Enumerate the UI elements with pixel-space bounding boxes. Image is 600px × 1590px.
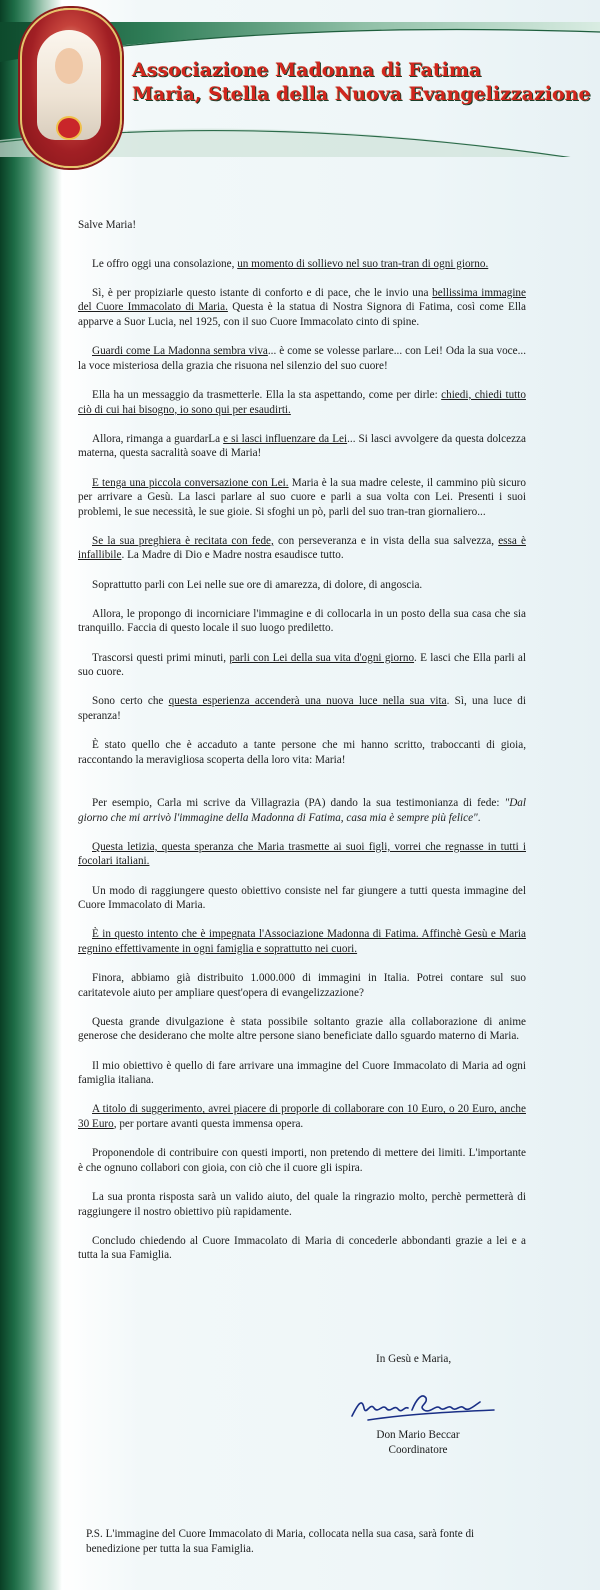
p11-underlined: questa esperienza accenderà una nuova luce nella sua vita — [168, 695, 447, 708]
postscript: P.S. L'immagine del Cuore Immacolato di Maria, collocata nella sua casa, sarà fonte di benedizione per tutta la sua Famiglia. — [86, 1528, 475, 1555]
header-title — [132, 58, 591, 106]
p5-text-end: ... Si lasci avvolgere da questa dolcezza materna, questa sacralità soave di Maria! — [78, 432, 526, 460]
p6-underlined: E tenga una piccola conversazione con Lei. — [92, 476, 289, 489]
paragraph-16 — [78, 927, 526, 956]
paragraph-14 — [78, 840, 526, 869]
paragraph-3 — [78, 344, 526, 373]
p5-underlined: e si lasci influenzare da Lei — [223, 432, 348, 445]
p20-text: , per portare avanti questa immensa opera. — [113, 1118, 304, 1131]
paragraph-7 — [78, 534, 526, 563]
paragraph-4 — [78, 388, 526, 417]
paragraph-13 — [78, 796, 526, 825]
paragraph-15: Un modo di raggiungere questo obiettivo consiste nel far giungere a tutti questa immagine del Cuore Immacolato di Maria. — [78, 884, 526, 912]
p7-text-end: . La Madre di Dio e Madre nostra esaudisce tutto. — [121, 549, 344, 562]
p13-text-end: . — [477, 811, 481, 824]
paragraph-22: La sua pronta risposta sarà un valido aiuto, del quale la ringrazio molto, perchè permetterà di raggiungere il nostro obiettivo più rapidamente. — [78, 1191, 526, 1218]
header-title-line1: Associazione Madonna di Fatima — [132, 59, 482, 81]
p4-text: Ella ha un messaggio da trasmetterle. Ella la sta aspettando, come per dirle: — [92, 388, 442, 401]
p10-underlined: parli con Lei della sua vita d'ogni giorno — [229, 651, 415, 664]
p11-text-end: . Sì, una luce di speranza! — [78, 695, 527, 722]
paragraph-17: Finora, abbiamo già distribuito 1.000.000 di immagini in Italia. Potrei contare sul suo caritatevole aiuto per ampliare quest'opera di evangelizzazione? — [78, 972, 526, 999]
p10-text: Trascorsi questi primi minuti, — [92, 651, 230, 664]
p5-text: Allora, rimanga a guardarLa — [92, 432, 224, 445]
paragraph-5 — [78, 432, 526, 461]
p13-text: Per esempio, Carla mi scrive da Villagrazia (PA) dando la sua testimonianza di fede: — [92, 796, 505, 809]
signer-block — [370, 1428, 466, 1457]
header-title-line2: Maria, Stella della Nuova Evangelizzazione — [132, 83, 591, 105]
paragraph-20 — [78, 1102, 526, 1131]
signer-name: Don Mario Beccar — [376, 1429, 460, 1441]
paragraph-12: È stato quello che è accaduto a tante persone che mi hanno scritto, traboccanti di gioia, raccontando la meravigliosa scoperta della loro vita: Maria! — [78, 739, 526, 766]
paragraph-6 — [78, 476, 526, 520]
paragraph-11 — [78, 694, 526, 723]
paragraph-8: Soprattutto parli con Lei nelle sue ore di amarezza, di dolore, di angoscia. — [92, 578, 423, 591]
section-gap — [78, 782, 526, 796]
madonna-face-shape — [55, 48, 83, 84]
paragraph-9: Allora, le propongo di incorniciare l'immagine e di collocarla in un posto della sua casa che sia tranquillo. Faccia di questo locale il suo luogo prediletto. — [78, 607, 526, 635]
p2-text-end: Questa è la statua di Nostra Signora di Fatima, così come Ella apparve a Suor Lucia, nel 1925, con il suo Cuore Immacolato cinto di spine. — [78, 301, 526, 328]
handwritten-signature — [348, 1384, 498, 1424]
p6-text: Maria è la sua madre celeste, il cammino più sicuro per arrivare a Gesù. La lasci parlare al suo cuore e parli a sua volta con Lei. Presenti i suoi problemi, le sue necessità, le sue gioie. Si sfoghi un pò, parli del suo tran-tran giornaliero... — [78, 476, 526, 518]
p4-underlined: chiedi, chiedi tutto ciò di cui hai bisogno, io sono qui per esaudirti. — [78, 388, 526, 416]
p7-text: con perseveranza e in vista della sua salvezza, — [273, 534, 499, 547]
p3-text: ... è come se volesse parlare... con Lei! Oda la sua voce... la voce misteriosa della grazia che risuona nel silenzio del suo cuore! — [78, 345, 526, 372]
paragraph-23: Concludo chiedendo al Cuore Immacolato di Maria di concederle abbondanti grazie a lei e a tutta la sua Famiglia. — [78, 1234, 526, 1262]
p10-text-end: . E lasci che Ella parli al suo cuore. — [78, 651, 526, 679]
paragraph-19: Il mio obiettivo è quello di fare arrivare una immagine del Cuore Immacolato di Maria ad ogni famiglia italiana. — [78, 1059, 526, 1087]
p1-text: Le offro oggi una consolazione, — [92, 257, 238, 270]
p1-underlined: un momento di sollievo nel suo tran-tran di ogni giorno. — [237, 257, 489, 270]
signer-role: Coordinatore — [388, 1443, 448, 1456]
p7-underlined: Se la sua preghiera è recitata con fede, — [92, 534, 274, 547]
salutation: Salve Maria! — [78, 219, 137, 231]
p16-underlined: È in questo intento che è impegnata l'Associazione Madonna di Fatima. Affinchè Gesù e Maria regnino effettivamente in ogni famiglia e soprattutto nei cuori. — [78, 928, 526, 955]
paragraph-18: Questa grande divulgazione è stata possibile soltanto grazie alla collaborazione di anime generose che desiderano che molte altre persone siano beneficiate dallo sguardo materno di Maria. — [78, 1015, 526, 1043]
paragraph-2 — [78, 286, 526, 330]
p7-underlined-2: essa è infallibile — [78, 534, 526, 562]
p11-text: Sono certo che — [92, 695, 169, 708]
paragraph-21: Proponendole di contribuire con questi importi, non pretendo di mettere dei limiti. L'importante è che ognuno collabori con gioia, con ciò che il cuore gli ispira. — [78, 1147, 526, 1174]
p2-underlined: bellissima immagine del Cuore Immacolato di Maria. — [78, 286, 526, 314]
p20-underlined: A titolo di suggerimento, avrei piacere di proporle di collaborare con 10 Euro, o 20 Euro, anche 30 Euro — [78, 1103, 526, 1131]
p3-underlined: Guardi come La Madonna sembra viva — [92, 345, 268, 358]
immaculate-heart-icon — [58, 118, 80, 138]
letter-body — [78, 218, 526, 1278]
green-side-stripe — [0, 0, 62, 1590]
p13-quote: "Dal giorno che mi arrivò l'immagine della Madonna di Fatima, casa mia è sempre più felice" — [78, 796, 526, 824]
p2-text: Sì, è per propiziarle questo istante di conforto e di pace, che le invio una — [92, 286, 433, 299]
paragraph-1 — [78, 257, 526, 272]
p14-underlined: Questa letizia, questa speranza che Maria trasmette ai suoi figli, vorrei che regnasse in tutti i focolari italiani. — [78, 840, 526, 868]
closing-greeting: In Gesù e Maria, — [376, 1353, 452, 1365]
paragraph-10 — [78, 651, 526, 680]
